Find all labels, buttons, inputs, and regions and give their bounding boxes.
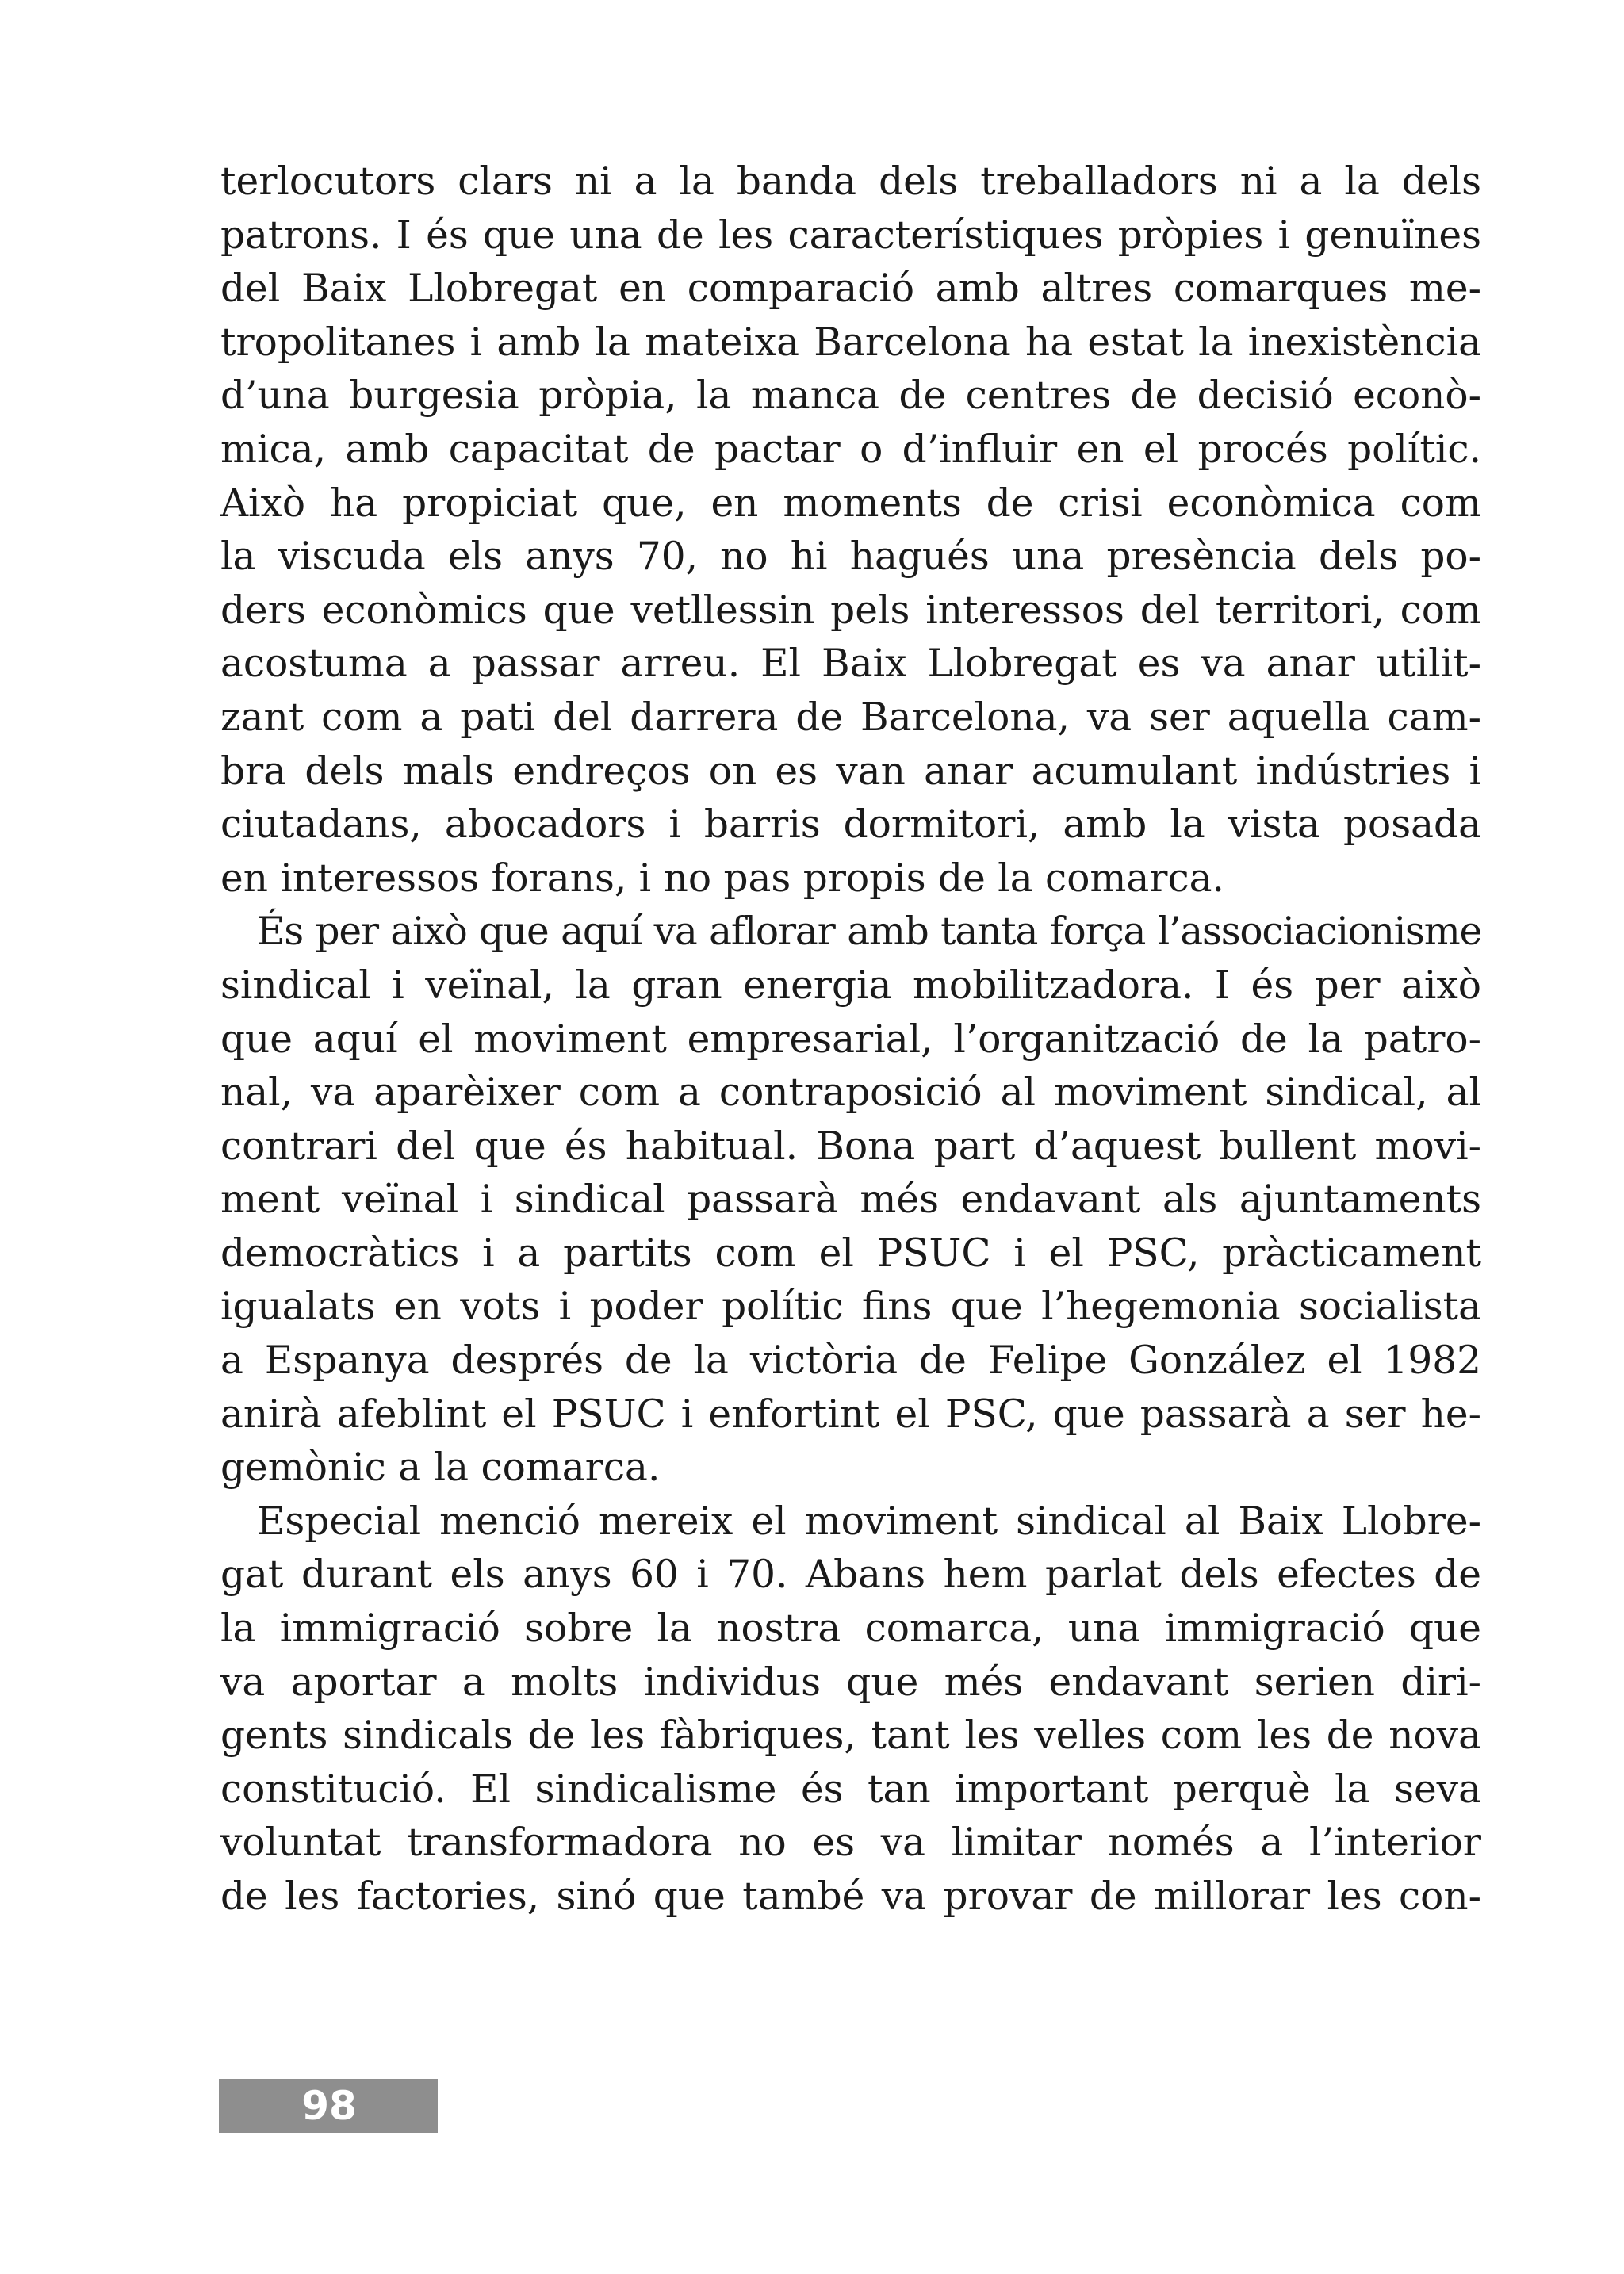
text-line: democràtics i a partits com el PSUC i el PSC, pràcticament xyxy=(220,1231,1481,1276)
text-line: mica, amb capacitat de pactar o d’influir en el procés polític. xyxy=(220,427,1481,472)
body-text xyxy=(220,155,1481,1924)
text-line: gat durant els anys 60 i 70. Abans hem parlat dels efectes de xyxy=(220,1552,1481,1598)
text-line: patrons. I és que una de les característiques pròpies i genuïnes xyxy=(220,212,1481,258)
text-line: a Espanya després de la victòria de Felipe González el 1982 xyxy=(220,1338,1481,1384)
text-line: bra dels mals endreços on es van anar acumulant indústries i xyxy=(220,748,1481,794)
text-line: acostuma a passar arreu. El Baix Llobregat es va anar utilit- xyxy=(220,641,1481,687)
text-line: de les factories, sinó que també va provar de millorar les con- xyxy=(220,1874,1481,1919)
text-line: igualats en vots i poder polític fins que l’hegemonia socialista xyxy=(220,1284,1481,1330)
text-line: zant com a pati del darrera de Barcelona, va ser aquella cam- xyxy=(220,695,1481,740)
text-line: d’una burgesia pròpia, la manca de centres de decisió econò- xyxy=(220,373,1481,419)
text-line: gemònic a la comarca. xyxy=(220,1445,661,1491)
text-line: contrari del que és habitual. Bona part d’aquest bullent movi- xyxy=(220,1124,1481,1169)
text-line: gents sindicals de les fàbriques, tant les velles com les de nova xyxy=(220,1713,1481,1759)
text-line: Això ha propiciat que, en moments de crisi econòmica com xyxy=(220,480,1481,526)
text-line: És per això que aquí va aflorar amb tanta força l’associacionisme xyxy=(257,909,1481,955)
text-line: Especial menció mereix el moviment sindical al Baix Llobre- xyxy=(257,1499,1481,1544)
page-number: 98 xyxy=(301,2083,357,2129)
text-line: del Baix Llobregat en comparació amb altres comarques me- xyxy=(220,266,1481,312)
text-line: sindical i veïnal, la gran energia mobilitzadora. I és per això xyxy=(220,963,1481,1008)
text-line: tropolitanes i amb la mateixa Barcelona ha estat la inexistència xyxy=(220,320,1481,365)
text-line: la viscuda els anys 70, no hi hagués una presència dels po- xyxy=(220,534,1481,580)
text-line: constitució. El sindicalisme és tan important perquè la seva xyxy=(220,1767,1481,1812)
text-line: terlocutors clars ni a la banda dels treballadors ni a la dels xyxy=(220,159,1481,204)
text-line: que aquí el moviment empresarial, l’organització de la patro- xyxy=(220,1016,1481,1062)
text-line: en interessos forans, i no pas propis de la comarca. xyxy=(220,856,1224,901)
text-line: anirà afeblint el PSUC i enfortint el PSC, que passarà a ser he- xyxy=(220,1392,1481,1437)
text-line: va aportar a molts individus que més endavant serien diri- xyxy=(220,1660,1481,1705)
text-line: ders econòmics que vetllessin pels interessos del territori, com xyxy=(220,588,1481,633)
text-line: nal, va aparèixer com a contraposició al moviment sindical, al xyxy=(220,1070,1481,1116)
text-line: la immigració sobre la nostra comarca, una immigració que xyxy=(220,1606,1481,1652)
text-line: ment veïnal i sindical passarà més endavant als ajuntaments xyxy=(220,1177,1481,1223)
text-line: ciutadans, abocadors i barris dormitori, amb la vista posada xyxy=(220,802,1481,848)
text-line: voluntat transformadora no es va limitar només a l’interior xyxy=(220,1820,1481,1866)
